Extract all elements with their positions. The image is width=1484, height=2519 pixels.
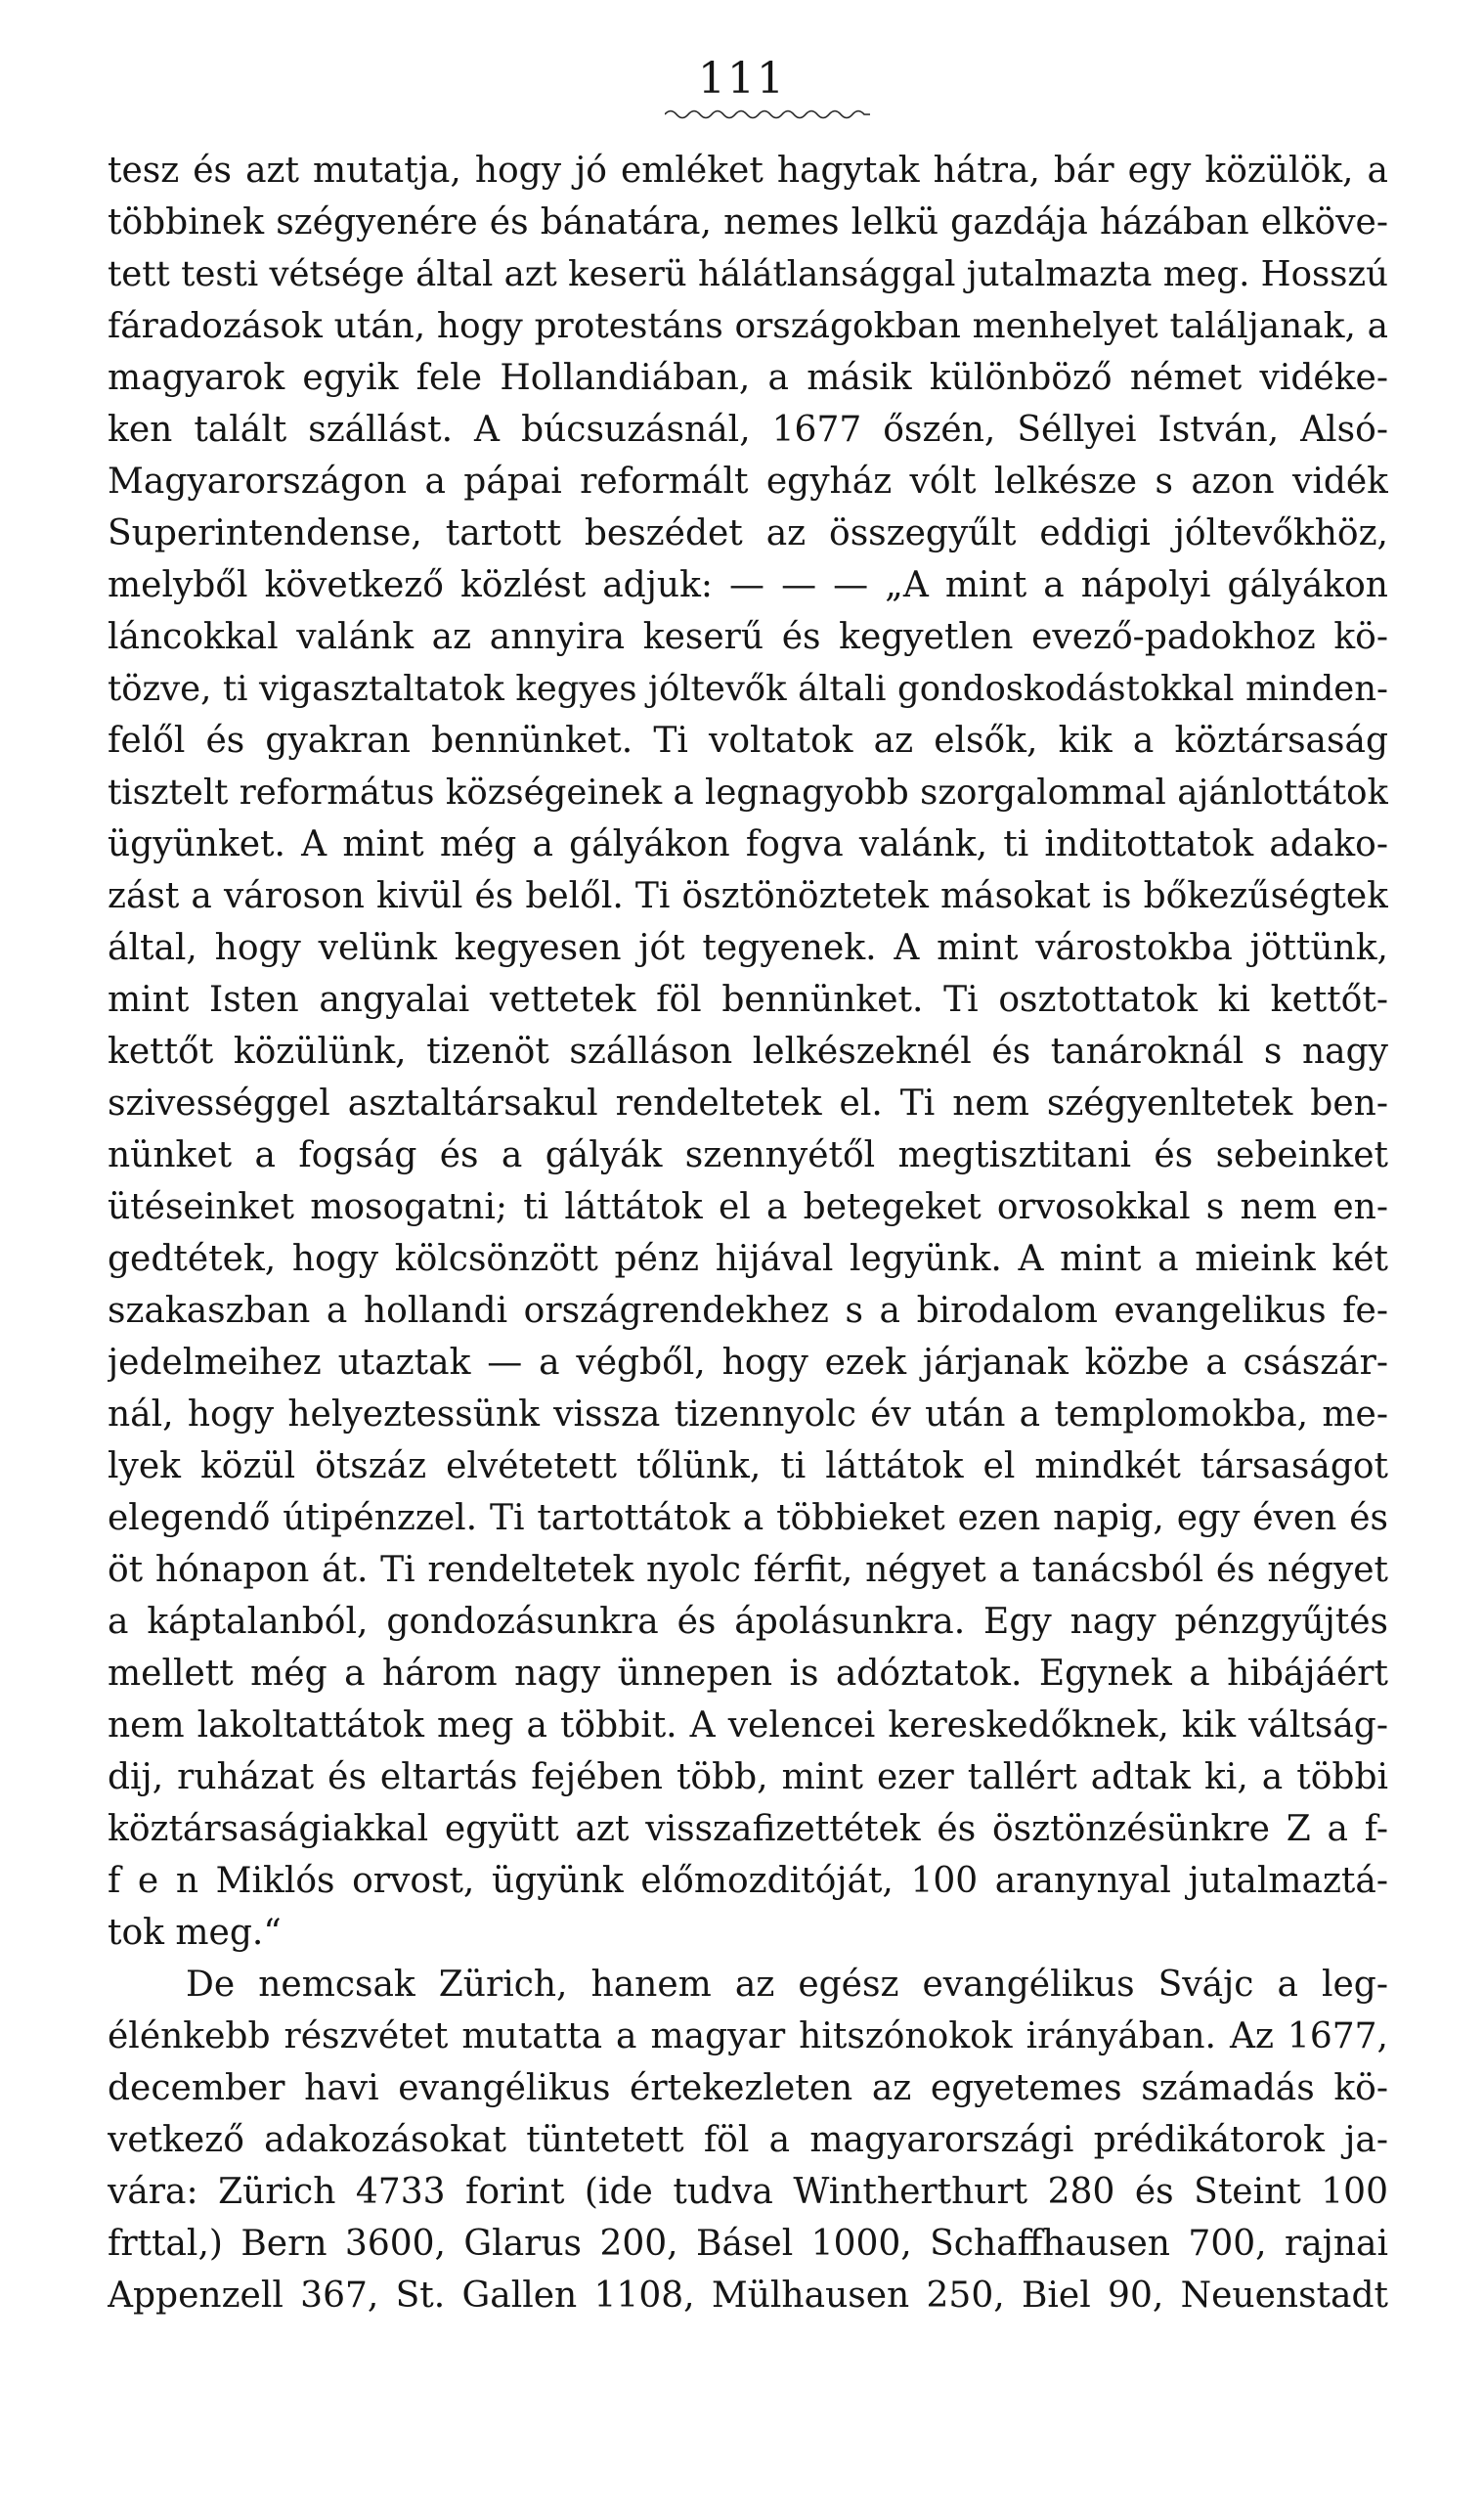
text-line: felől és gyakran bennünket. Ti voltatok az elsők, kik a köztársaság bbox=[108, 721, 1388, 761]
text-line: szivességgel asztaltársakul rendeltetek el. Ti nem szégyenltetek ben- bbox=[108, 1083, 1388, 1124]
text-line: magyarok egyik fele Hollandiában, a másik különböző német vidéke- bbox=[108, 358, 1388, 398]
text-line: mellett még a három nagy ünnepen is adóztatok. Egynek a hibájáért bbox=[108, 1654, 1388, 1694]
text-line: gedtétek, hogy kölcsönzött pénz hijával legyünk. A mint a mieink két bbox=[108, 1239, 1388, 1279]
text-line: tisztelt református községeinek a legnagyobb szorgalommal ajánlottátok bbox=[108, 773, 1388, 813]
text-line: mint Isten angyalai vettetek föl bennünket. Ti osztottatok ki kettőt- bbox=[108, 980, 1388, 1020]
text-line: Appenzell 367, St. Gallen 1108, Mülhausen 250, Biel 90, Neuenstadt bbox=[108, 2276, 1388, 2316]
text-line-paragraph-end: tok meg.“ bbox=[108, 1913, 282, 1953]
text-line: ken talált szállást. A búcsuzásnál, 1677 őszén, Séllyei István, Alsó- bbox=[108, 410, 1388, 450]
text-line: nem lakoltattátok meg a többit. A velencei kereskedőknek, kik váltság- bbox=[108, 1705, 1388, 1746]
text-line: dij, ruházat és eltartás fejében több, mint ezer tallért adtak ki, a többi bbox=[108, 1757, 1388, 1797]
text-line: többinek szégyenére és bánatára, nemes lelkü gazdája házában elköve- bbox=[108, 202, 1388, 243]
text-line: lyek közül ötszáz elvétetett tőlünk, ti láttátok el mindkét társaságot bbox=[108, 1446, 1388, 1486]
text-line: fáradozások után, hogy protestáns országokban menhelyet találjanak, a bbox=[108, 306, 1388, 346]
text-line: nünket a fogság és a gályák szennyétől megtisztitani és sebeinket bbox=[108, 1135, 1388, 1175]
text-line: tözve, ti vigasztaltatok kegyes jóltevők általi gondoskodástokkal minden- bbox=[108, 669, 1388, 709]
text-line: öt hónapon át. Ti rendeltetek nyolc férfit, négyet a tanácsból és négyet bbox=[108, 1550, 1388, 1590]
text-line: a káptalanból, gondozásunkra és ápolásunkra. Egy nagy pénzgyűjtés bbox=[108, 1602, 1388, 1642]
text-line: jedelmeihez utaztak — a végből, hogy ezek járjanak közbe a császár- bbox=[108, 1343, 1388, 1383]
text-line: nál, hogy helyeztessünk vissza tizennyolc év után a templomokba, me- bbox=[108, 1394, 1388, 1435]
text-line: frttal,) Bern 3600, Glarus 200, Básel 1000, Schaffhausen 700, rajnai bbox=[108, 2224, 1388, 2264]
text-line: tett testi vétsége által azt keserü hálátlansággal jutalmazta meg. Hosszú bbox=[108, 254, 1388, 294]
text-line: által, hogy velünk kegyesen jót tegyenek. A mint várostokba jöttünk, bbox=[108, 928, 1388, 968]
text-line: december havi evangélikus értekezleten az egyetemes számadás kö- bbox=[108, 2068, 1388, 2108]
text-line: ügyünket. A mint még a gályákon fogva valánk, ti inditottatok adako- bbox=[108, 824, 1388, 864]
text-line: tesz és azt mutatja, hogy jó emléket hagytak hátra, bár egy közülök, a bbox=[108, 151, 1388, 191]
page-number: 111 bbox=[698, 54, 786, 104]
text-line: f e n Miklós orvost, ügyünk előmozditóját, 100 aranynyal jutalmaztá- bbox=[108, 1861, 1388, 1901]
page-number-ornament bbox=[665, 108, 870, 121]
text-line: vára: Zürich 4733 forint (ide tudva Wintherthurt 280 és Steint 100 bbox=[108, 2172, 1388, 2212]
text-line: szakaszban a hollandi országrendekhez s a birodalom evangelikus fe- bbox=[108, 1291, 1388, 1331]
text-line: ütéseinket mosogatni; ti láttátok el a betegeket orvosokkal s nem en- bbox=[108, 1187, 1388, 1227]
text-line: elegendő útipénzzel. Ti tartottátok a többieket ezen napig, egy éven és bbox=[108, 1498, 1388, 1538]
text-line: kettőt közülünk, tizenöt szálláson lelkészeknél és tanároknál s nagy bbox=[108, 1032, 1388, 1072]
text-line: köztársaságiakkal együtt azt visszafizettétek és ösztönzésünkre Z a f- bbox=[108, 1809, 1388, 1849]
text-line-paragraph-start: De nemcsak Zürich, hanem az egész evangélikus Svájc a leg- bbox=[186, 1965, 1388, 2005]
text-line: zást a városon kivül és belől. Ti ösztönöztetek másokat is bőkezűségtek bbox=[108, 876, 1388, 916]
text-line: élénkebb részvétet mutatta a magyar hitszónokok irányában. Az 1677, bbox=[108, 2016, 1388, 2056]
text-line: Superintendense, tartott beszédet az összegyűlt eddigi jóltevőkhöz, bbox=[108, 513, 1388, 553]
text-line: vetkező adakozásokat tüntetett föl a magyarországi prédikátorok ja- bbox=[108, 2120, 1388, 2160]
text-line: Magyarországon a pápai reformált egyház vólt lelkésze s azon vidék bbox=[108, 462, 1388, 502]
text-line: láncokkal valánk az annyira keserű és kegyetlen evező-padokhoz kö- bbox=[108, 617, 1388, 657]
body-text bbox=[108, 145, 1388, 2321]
text-line: melyből következő közlést adjuk: — — — „A mint a nápolyi gályákon bbox=[108, 565, 1388, 605]
